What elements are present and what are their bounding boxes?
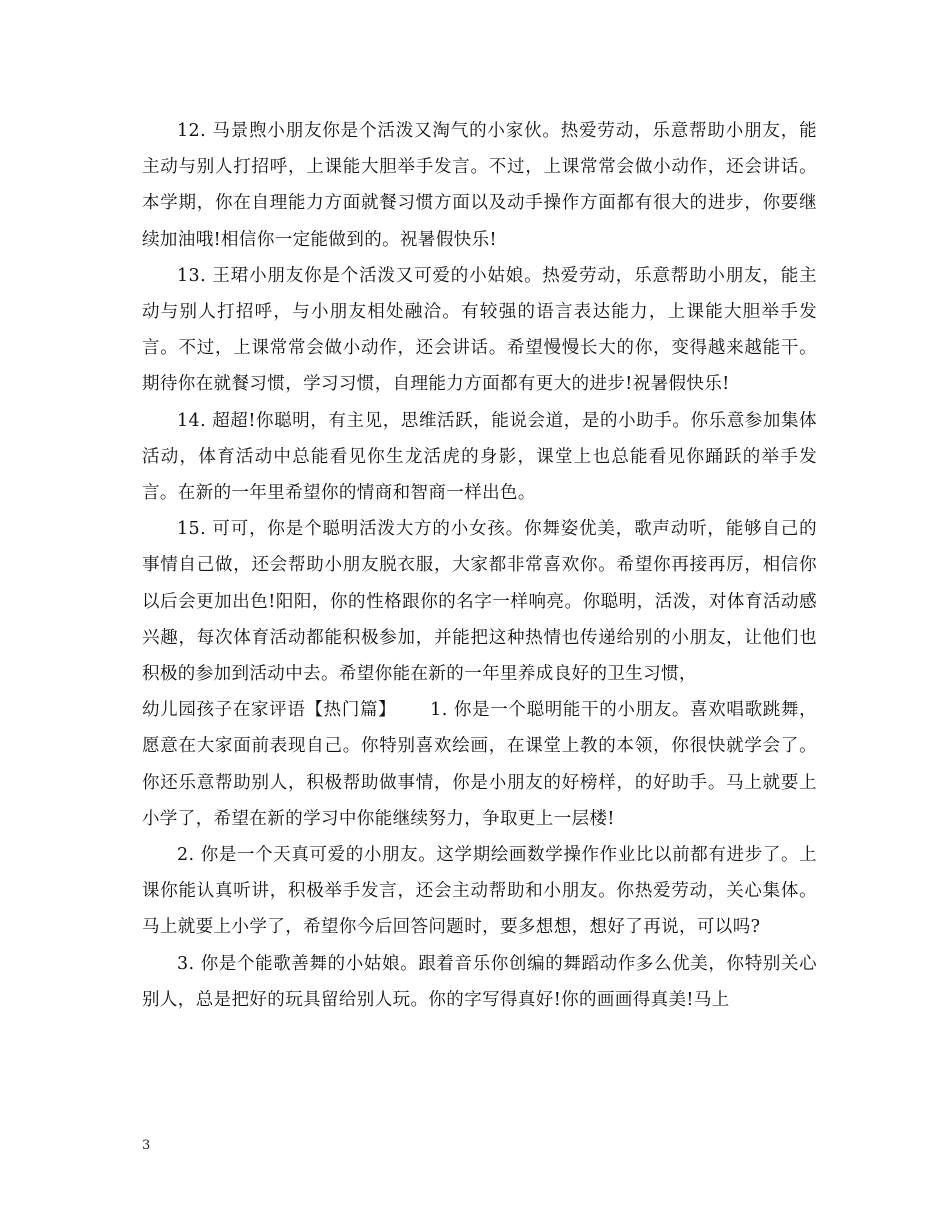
comment-paragraph-3: 3. 你是个能歌善舞的小姑娘。跟着音乐你创编的舞蹈动作多么优美，你特别关心别人，总是把好的玩具留给别人玩。你的字写得真好!你的画画得真美!马上 — [142, 953, 817, 1010]
comment-paragraph-13: 13. 王珺小朋友你是个活泼又可爱的小姑娘。热爱劳动，乐意帮助小朋友，能主动与别人打招呼，与小朋友相处融洽。有较强的语言表达能力，上课能大胆举手发言。不过，上课常常会做小动作，还会讲话。希望慢慢长大的你，变得越来越能干。期待你在就餐习惯，学习习惯，自理能力方面都有更大的进步!祝暑假快乐! — [142, 265, 817, 395]
comment-paragraph-2: 2. 你是一个天真可爱的小朋友。这学期绘画数学操作作业比以前都有进步了。上课你能认真听讲，积极举手发言，还会主动帮助和小朋友。你热爱劳动，关心集体。马上就要上小学了，希望你今后回答问题时，要多想想，想好了再说，可以吗? — [142, 845, 817, 938]
document-body — [142, 113, 817, 1018]
page-number: 3 — [142, 1138, 151, 1153]
comment-paragraph-14: 14. 超超!你聪明，有主见，思维活跃，能说会道，是的小助手。你乐意参加集体活动，体育活动中总能看见你生龙活虎的身影，课堂上也总能看见你踊跃的举手发言。在新的一年里希望你的情商和智商一样出色。 — [142, 410, 817, 504]
comment-paragraph-15: 15. 可可，你是个聪明活泼大方的小女孩。你舞姿优美，歌声动听，能够自己的事情自己做，还会帮助小朋友脱衣服，大家都非常喜欢你。希望你再接再厉，相信你以后会更加出色!阳阳，你的性格跟你的名字一样响亮。你聪明，活泼，对体育活动感兴趣，每次体育活动都能积极参加，并能把这种热情也传递给别的小朋友，让他们也积极的参加到活动中去。希望你能在新的一年里养成良好的卫生习惯， — [142, 519, 817, 685]
comment-paragraph-12: 12. 马景煦小朋友你是个活泼又淘气的小家伙。热爱劳动，乐意帮助小朋友，能主动与别人打招呼，上课能大胆举手发言。不过，上课常常会做小动作，还会讲话。本学期，你在自理能力方面就餐习惯方面以及动手操作方面都有很大的进步，你要继续加油哦!相信你一定能做到的。祝暑假快乐! — [142, 121, 817, 250]
section-heading-paragraph: 幼儿园孩子在家评语【热门篇】 1. 你是一个聪明能干的小朋友。喜欢唱歌跳舞，愿意在大家面前表现自己。你特别喜欢绘画，在课堂上教的本领，你很快就学会了。你还乐意帮助别人，积极帮助做事情，你是小朋友的好榜样，的好助手。马上就要上小学了，希望在新的学习中你能继续努力，争取更上一层楼! — [142, 700, 817, 829]
